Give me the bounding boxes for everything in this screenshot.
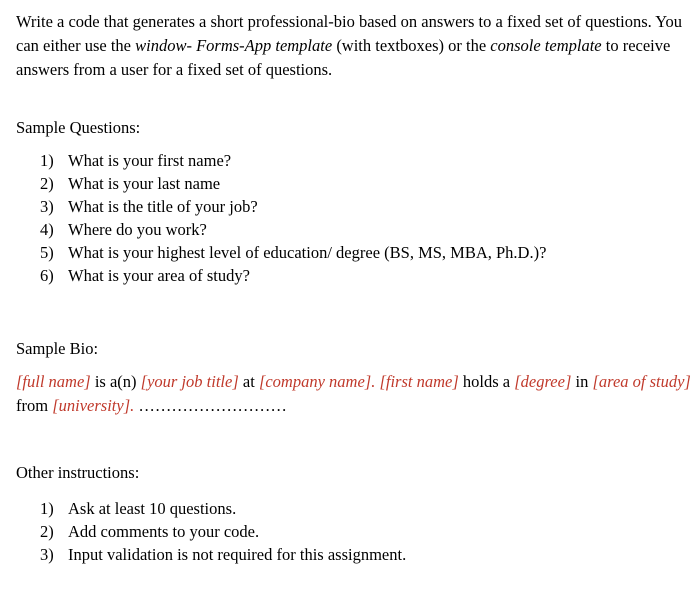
sample-questions-heading: Sample Questions: [16, 118, 141, 137]
sample-questions-list [40, 149, 546, 287]
bio-area-of-study: [area of study] [592, 372, 691, 391]
question-number: 6) [40, 266, 54, 285]
bio-job-title: [your job title] [140, 372, 239, 391]
question-number: 4) [40, 220, 54, 239]
sample-bio-heading: Sample Bio: [16, 339, 99, 358]
bio-text: is a(n) [90, 372, 141, 391]
instruction-number: 2) [40, 522, 54, 541]
intro-text-2: (with textboxes) or the [332, 36, 491, 55]
intro-text-1: Write a code that generates a short professional-bio based on answers to a fixed set of questions. You can either use the [16, 12, 683, 55]
bio-full-name: [full name] [16, 372, 91, 391]
question-text: Where do you work? [68, 220, 207, 239]
question-text: What is your area of study? [68, 266, 250, 285]
instruction-item [40, 520, 406, 543]
instruction-item [40, 497, 406, 520]
question-number: 2) [40, 174, 54, 193]
instruction-text: Add comments to your code. [68, 522, 260, 541]
other-instructions-heading: Other instructions: [16, 463, 140, 482]
intro-console-template: console template [490, 36, 602, 55]
question-number: 5) [40, 243, 54, 262]
bio-company: [company name] [258, 372, 372, 391]
bio-text: in [571, 372, 593, 391]
question-item [40, 195, 546, 218]
question-text: What is your last name [68, 174, 221, 193]
instruction-item [40, 543, 406, 566]
bio-text: from [16, 396, 53, 415]
question-item [40, 241, 546, 264]
bio-ellipsis: ……………………… [134, 396, 287, 415]
intro-window-template: window- Forms-App template [135, 36, 333, 55]
question-item [40, 264, 546, 287]
question-item [40, 218, 546, 241]
instruction-text: Input validation is not required for this assignment. [68, 545, 407, 564]
question-number: 3) [40, 197, 54, 216]
question-number: 1) [40, 151, 54, 170]
question-text: What is the title of your job? [68, 197, 258, 216]
instruction-number: 3) [40, 545, 54, 564]
bio-text: at [238, 372, 259, 391]
question-text: What is your first name? [68, 151, 232, 170]
other-instructions-list [40, 497, 406, 566]
bio-first-name: [first name] [379, 372, 459, 391]
bio-degree: [degree] [514, 372, 572, 391]
question-item [40, 172, 546, 195]
intro-paragraph [16, 10, 692, 82]
intro-text-3: to receive answers from a user for a fixed set of questions. [16, 36, 671, 79]
instruction-number: 1) [40, 499, 54, 518]
question-text: What is your highest level of education/ degree (BS, MS, MBA, Ph.D.)? [68, 243, 547, 262]
instruction-text: Ask at least 10 questions. [68, 499, 237, 518]
question-item [40, 149, 546, 172]
bio-university: [university]. [52, 396, 135, 415]
bio-period: . [371, 372, 380, 391]
bio-text: holds a [458, 372, 515, 391]
sample-bio-text [16, 370, 692, 418]
